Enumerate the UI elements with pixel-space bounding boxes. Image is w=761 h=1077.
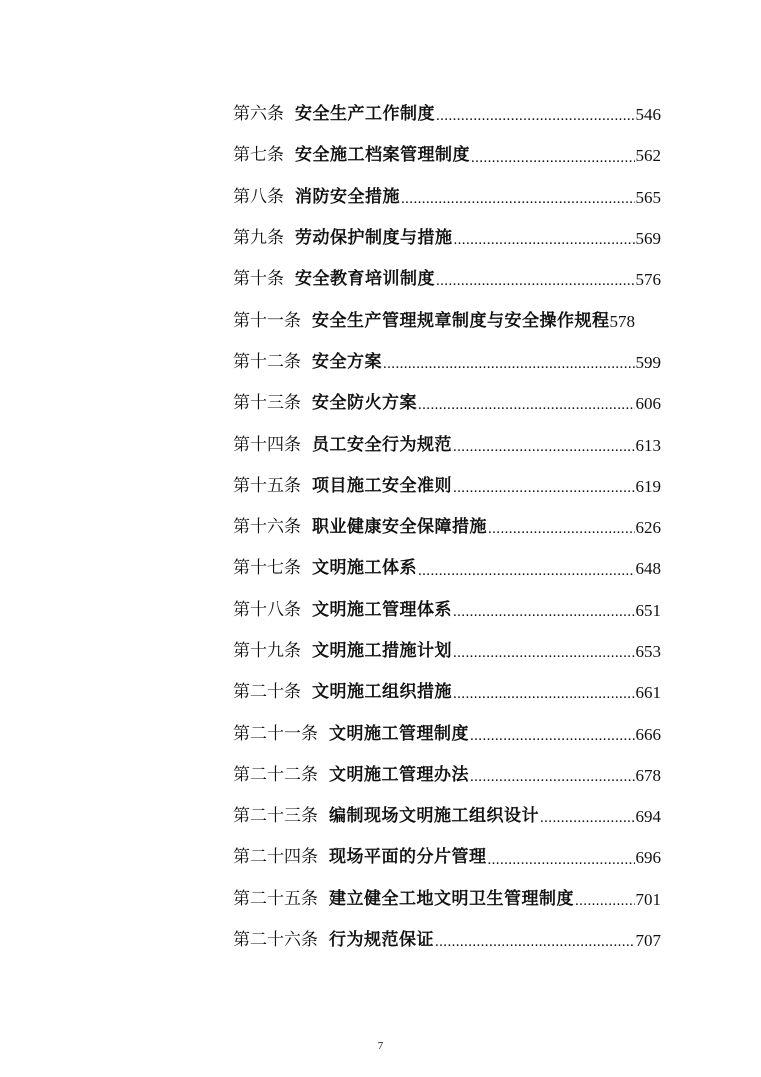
toc-entry[interactable] bbox=[233, 218, 661, 259]
toc-entry-title: 文明施工组织措施 bbox=[312, 682, 452, 703]
toc-entry[interactable] bbox=[233, 383, 661, 424]
toc-entry-page: 569 bbox=[635, 229, 661, 249]
toc-dot-leader bbox=[540, 811, 635, 837]
toc-entry[interactable] bbox=[233, 631, 661, 672]
toc-entry-title: 文明施工管理制度 bbox=[329, 723, 469, 744]
toc-entry-page: 565 bbox=[635, 187, 661, 207]
toc-dot-leader bbox=[470, 729, 635, 755]
toc-entry-title: 安全教育培训制度 bbox=[295, 269, 435, 290]
toc-entry-number: 第十六条 bbox=[233, 517, 301, 538]
toc-entry-number: 第二十三条 bbox=[233, 806, 318, 827]
toc-entry[interactable] bbox=[233, 548, 661, 589]
toc-entry[interactable] bbox=[233, 342, 661, 383]
toc-entry-page: 606 bbox=[635, 394, 661, 414]
toc-entry-title: 现场平面的分片管理 bbox=[329, 847, 487, 868]
toc-entry-number: 第二十六条 bbox=[233, 930, 318, 951]
toc-dot-leader bbox=[453, 481, 635, 507]
toc-entry[interactable] bbox=[233, 94, 661, 135]
toc-entry-title: 安全生产管理规章制度与安全操作规程 bbox=[312, 310, 610, 331]
toc-entry-page: 661 bbox=[635, 683, 661, 703]
toc-entry-title: 文明施工管理办法 bbox=[329, 764, 469, 785]
toc-entry[interactable] bbox=[233, 466, 661, 507]
toc-entry-page: 648 bbox=[635, 559, 661, 579]
toc-entry-page: 694 bbox=[635, 807, 661, 827]
toc-entry-title: 建立健全工地文明卫生管理制度 bbox=[329, 888, 574, 909]
toc-entry-number: 第十七条 bbox=[233, 558, 301, 579]
toc-entry-page: 651 bbox=[635, 600, 661, 620]
toc-entry-title: 安全防火方案 bbox=[312, 393, 417, 414]
toc-dot-leader bbox=[471, 151, 635, 177]
toc-entry[interactable] bbox=[233, 424, 661, 465]
toc-dot-leader bbox=[488, 853, 635, 879]
toc-entry-title: 项目施工安全准则 bbox=[312, 475, 452, 496]
toc-entry-page: 619 bbox=[635, 476, 661, 496]
toc-entry-title: 安全生产工作制度 bbox=[295, 104, 435, 125]
toc-dot-leader bbox=[436, 274, 635, 300]
toc-entry[interactable] bbox=[233, 507, 661, 548]
toc-entry-number: 第二十一条 bbox=[233, 723, 318, 744]
toc-entry[interactable] bbox=[233, 135, 661, 176]
toc-entry-number: 第二十条 bbox=[233, 682, 301, 703]
toc-entry-title: 安全方案 bbox=[312, 351, 382, 372]
toc-entry-page: 626 bbox=[635, 518, 661, 538]
toc-dot-leader bbox=[435, 935, 635, 961]
toc-entry-number: 第十三条 bbox=[233, 393, 301, 414]
toc-entry-title: 职业健康安全保障措施 bbox=[312, 517, 487, 538]
toc-entry[interactable] bbox=[233, 590, 661, 631]
toc-entry-number: 第二十五条 bbox=[233, 888, 318, 909]
toc-entry-title: 劳动保护制度与措施 bbox=[295, 228, 453, 249]
toc-entry-page: 696 bbox=[635, 848, 661, 868]
toc-entry-page: 678 bbox=[635, 765, 661, 785]
toc-entry-page: 546 bbox=[635, 105, 661, 125]
toc-entry-number: 第十九条 bbox=[233, 641, 301, 661]
toc-entry-title: 文明施工体系 bbox=[312, 558, 417, 579]
toc-entry-title: 编制现场文明施工组织设计 bbox=[329, 806, 539, 827]
toc-entry-page: 653 bbox=[635, 642, 661, 661]
table-of-contents bbox=[233, 94, 661, 961]
toc-entry[interactable] bbox=[233, 300, 661, 341]
toc-dot-leader bbox=[453, 440, 635, 466]
toc-entry-page: 666 bbox=[635, 724, 661, 744]
toc-dot-leader bbox=[575, 894, 635, 920]
toc-entry-page: 599 bbox=[635, 352, 661, 372]
toc-dot-leader bbox=[418, 564, 635, 590]
toc-entry[interactable] bbox=[233, 672, 661, 713]
toc-entry-title: 员工安全行为规范 bbox=[312, 434, 452, 455]
toc-dot-leader bbox=[401, 192, 635, 218]
toc-entry-page: 707 bbox=[635, 931, 661, 951]
toc-dot-leader bbox=[418, 398, 635, 424]
toc-entry-number: 第二十二条 bbox=[233, 764, 318, 785]
toc-entry-number: 第十条 bbox=[233, 269, 284, 290]
toc-dot-leader bbox=[453, 687, 635, 713]
toc-entry[interactable] bbox=[233, 177, 661, 218]
toc-entry-title: 行为规范保证 bbox=[329, 930, 434, 951]
toc-entry-number: 第十一条 bbox=[233, 310, 301, 331]
toc-entry-number: 第十二条 bbox=[233, 351, 301, 372]
toc-entry-number: 第七条 bbox=[233, 145, 284, 166]
toc-entry[interactable] bbox=[233, 755, 661, 796]
toc-dot-leader bbox=[453, 646, 635, 672]
toc-entry-number: 第十五条 bbox=[233, 475, 301, 496]
toc-entry-page: 578 bbox=[609, 311, 635, 331]
toc-entry-number: 第二十四条 bbox=[233, 847, 318, 868]
toc-entry-page: 701 bbox=[635, 889, 661, 909]
toc-entry-page: 613 bbox=[635, 435, 661, 455]
toc-dot-leader bbox=[454, 233, 635, 259]
toc-entry-title: 安全施工档案管理制度 bbox=[295, 145, 470, 166]
toc-entry[interactable] bbox=[233, 713, 661, 754]
toc-dot-leader bbox=[383, 357, 635, 383]
toc-entry[interactable] bbox=[233, 259, 661, 300]
toc-dot-leader bbox=[470, 770, 635, 796]
toc-entry-page: 576 bbox=[635, 270, 661, 290]
toc-entry-number: 第十四条 bbox=[233, 434, 301, 455]
page-number: 7 bbox=[377, 1040, 384, 1052]
toc-dot-leader bbox=[453, 605, 635, 631]
toc-entry[interactable] bbox=[233, 879, 661, 920]
toc-entry[interactable] bbox=[233, 837, 661, 878]
toc-dot-leader bbox=[488, 522, 635, 548]
toc-entry-title: 文明施工管理体系 bbox=[312, 599, 452, 620]
toc-entry-title: 消防安全措施 bbox=[295, 186, 400, 207]
toc-entry-number: 第八条 bbox=[233, 186, 284, 207]
toc-entry[interactable] bbox=[233, 920, 661, 961]
toc-entry-page: 562 bbox=[635, 146, 661, 166]
toc-dot-leader bbox=[436, 109, 635, 135]
toc-entry-number: 第九条 bbox=[233, 228, 284, 249]
toc-entry-number: 第十八条 bbox=[233, 599, 301, 620]
toc-entry-title: 文明施工措施计划 bbox=[312, 641, 452, 661]
toc-entry[interactable] bbox=[233, 796, 661, 837]
toc-entry-number: 第六条 bbox=[233, 104, 284, 125]
